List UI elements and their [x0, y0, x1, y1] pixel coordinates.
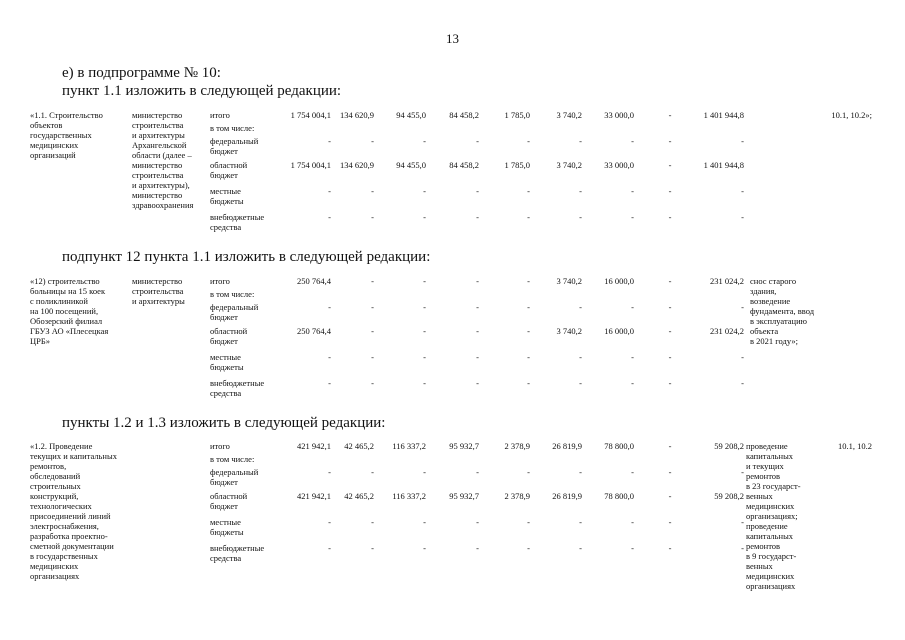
- table3-cell-2-8: -: [741, 467, 744, 477]
- table1-cell-3-8: 1 401 944,8: [703, 160, 744, 170]
- table3-cell-4-5: -: [579, 517, 582, 527]
- table1-cell-2-4: -: [527, 136, 530, 146]
- table1-cell-2-7: -: [668, 136, 672, 146]
- table2-cell-0-7: -: [668, 276, 672, 286]
- table3-cell-5-8: -: [741, 543, 744, 553]
- heading-subprogram: е) в подпрограмме № 10:: [62, 65, 221, 81]
- table1-cell-3-5: 3 740,2: [556, 160, 582, 170]
- table1-link: 10.1, 10.2»;: [831, 110, 872, 120]
- table3-cell-3-1: 42 465,2: [344, 491, 374, 501]
- table2-cell-5-4: -: [527, 378, 530, 388]
- table1-cell-4-6: -: [631, 186, 634, 196]
- table3-cell-5-3: -: [476, 543, 479, 553]
- table3-cell-2-6: -: [631, 467, 634, 477]
- table2-source-1: в том числе:: [210, 289, 255, 299]
- table2-cell-5-1: -: [371, 378, 374, 388]
- table2-cell-2-7: -: [668, 302, 672, 312]
- table2-cell-4-2: -: [423, 352, 426, 362]
- page-number: 13: [446, 31, 459, 46]
- table1-cell-4-1: -: [371, 186, 374, 196]
- table2-cell-0-1: -: [371, 276, 374, 286]
- table2-cell-3-1: -: [371, 326, 374, 336]
- table1-source-5: внебюджетные средства: [210, 212, 265, 232]
- table2-executor: министерство строительства и архитектуры: [132, 276, 185, 306]
- table2-cell-0-2: -: [423, 276, 426, 286]
- table3-cell-4-8: -: [741, 517, 744, 527]
- table1-cell-0-2: 94 455,0: [396, 110, 426, 120]
- table1-source-0: итого: [210, 110, 230, 120]
- table3-cell-3-4: 2 378,9: [504, 491, 530, 501]
- table1-cell-5-0: -: [328, 212, 331, 222]
- table1-cell-0-4: 1 785,0: [504, 110, 530, 120]
- table2-cell-4-5: -: [579, 352, 582, 362]
- table2-cell-2-5: -: [579, 302, 582, 312]
- table3-cell-3-6: 78 800,0: [604, 491, 634, 501]
- table2-cell-2-1: -: [371, 302, 374, 312]
- table2-source-0: итого: [210, 276, 230, 286]
- table2-cell-2-4: -: [527, 302, 530, 312]
- table3-event-name: «1.2. Проведение текущих и капитальных ремонтов, обследований строительных конструкций, технологических присоединений линий электроснабжения, разработка проектно- сметной документации в государственных медицинских организациях: [30, 441, 117, 581]
- table1-cell-3-4: 1 785,0: [504, 160, 530, 170]
- table1-cell-0-0: 1 754 004,1: [290, 110, 331, 120]
- table3-cell-5-1: -: [371, 543, 374, 553]
- table1-cell-0-6: 33 000,0: [604, 110, 634, 120]
- table1-cell-5-6: -: [631, 212, 634, 222]
- table2-cell-3-3: -: [476, 326, 479, 336]
- table2-source-2: федеральный бюджет: [210, 302, 259, 322]
- table1-cell-3-6: 33 000,0: [604, 160, 634, 170]
- table2-cell-2-3: -: [476, 302, 479, 312]
- heading-item-1-1: пункт 1.1 изложить в следующей редакции:: [62, 83, 342, 99]
- table3-cell-2-3: -: [476, 467, 479, 477]
- table2-cell-4-4: -: [527, 352, 530, 362]
- table3-cell-0-3: 95 932,7: [449, 441, 479, 451]
- table2-cell-2-6: -: [631, 302, 634, 312]
- table1-cell-3-2: 94 455,0: [396, 160, 426, 170]
- table1-cell-4-3: -: [476, 186, 479, 196]
- table2-cell-5-6: -: [631, 378, 634, 388]
- table1-cell-4-0: -: [328, 186, 331, 196]
- table2-cell-3-0: 250 764,4: [297, 326, 331, 336]
- table1-cell-2-8: -: [741, 136, 744, 146]
- table3-source-1: в том числе:: [210, 454, 255, 464]
- table2-cell-0-4: -: [527, 276, 530, 286]
- table3-result: проведение капитальных и текущих ремонтов в 23 государст- венных медицинских организациях; проведение капитальных ремонтов в 9 государст- венных медицинских организациях: [746, 441, 801, 591]
- table2-cell-5-2: -: [423, 378, 426, 388]
- table2-cell-3-7: -: [668, 326, 672, 336]
- table2-cell-5-7: -: [668, 378, 672, 388]
- table3-cell-2-7: -: [668, 467, 672, 477]
- table3-cell-4-7: -: [668, 517, 672, 527]
- table3-link: 10.1, 10.2: [838, 441, 872, 451]
- table2-cell-0-6: 16 000,0: [604, 276, 634, 286]
- table3-cell-3-3: 95 932,7: [449, 491, 479, 501]
- table2-result: снос старого здания, возведение фундамента, ввод в эксплуатацию объекта в 2021 году»;: [750, 276, 815, 346]
- table2-cell-5-0: -: [328, 378, 331, 388]
- table2-cell-3-6: 16 000,0: [604, 326, 634, 336]
- table3-source-4: местные бюджеты: [210, 517, 244, 537]
- table1-cell-5-7: -: [668, 212, 672, 222]
- table1-source-3: областной бюджет: [210, 160, 248, 180]
- table3-cell-4-1: -: [371, 517, 374, 527]
- table1-cell-0-8: 1 401 944,8: [703, 110, 744, 120]
- table1-cell-2-1: -: [371, 136, 374, 146]
- table3-cell-4-3: -: [476, 517, 479, 527]
- table3-cell-3-2: 116 337,2: [392, 491, 426, 501]
- table1-cell-4-7: -: [668, 186, 672, 196]
- table3-cell-0-2: 116 337,2: [392, 441, 426, 451]
- table2-cell-4-8: -: [741, 352, 744, 362]
- table1-cell-4-8: -: [741, 186, 744, 196]
- table3-cell-5-6: -: [631, 543, 634, 553]
- table1-cell-5-3: -: [476, 212, 479, 222]
- table3-cell-0-0: 421 942,1: [297, 441, 331, 451]
- table3-cell-5-4: -: [527, 543, 530, 553]
- table3-cell-2-2: -: [423, 467, 426, 477]
- table3-cell-4-4: -: [527, 517, 530, 527]
- table3-source-2: федеральный бюджет: [210, 467, 259, 487]
- table2-cell-4-7: -: [668, 352, 672, 362]
- table3-cell-3-8: 59 208,2: [714, 491, 744, 501]
- table3-cell-5-5: -: [579, 543, 582, 553]
- table1-cell-0-1: 134 620,9: [340, 110, 374, 120]
- table3-cell-3-5: 26 819,9: [552, 491, 582, 501]
- table1-cell-2-5: -: [579, 136, 582, 146]
- table3-cell-3-0: 421 942,1: [297, 491, 331, 501]
- heading-items-1-2-1-3: пункты 1.2 и 1.3 изложить в следующей редакции:: [62, 415, 386, 431]
- table1-source-2: федеральный бюджет: [210, 136, 259, 156]
- table2-source-5: внебюджетные средства: [210, 378, 265, 398]
- table3-cell-0-5: 26 819,9: [552, 441, 582, 451]
- table2-cell-2-2: -: [423, 302, 426, 312]
- table1-cell-5-8: -: [741, 212, 744, 222]
- table2-source-4: местные бюджеты: [210, 352, 244, 372]
- table1-cell-5-1: -: [371, 212, 374, 222]
- table1-cell-3-7: -: [668, 160, 672, 170]
- table2-cell-5-3: -: [476, 378, 479, 388]
- table3-cell-0-4: 2 378,9: [504, 441, 530, 451]
- table1-cell-3-3: 84 458,2: [449, 160, 479, 170]
- table3-source-0: итого: [210, 441, 230, 451]
- table2-cell-0-5: 3 740,2: [556, 276, 582, 286]
- table1-cell-4-2: -: [423, 186, 426, 196]
- table2-cell-3-5: 3 740,2: [556, 326, 582, 336]
- table1-cell-5-2: -: [423, 212, 426, 222]
- table3-cell-0-6: 78 800,0: [604, 441, 634, 451]
- table2-cell-5-5: -: [579, 378, 582, 388]
- table1-cell-2-0: -: [328, 136, 331, 146]
- table1-cell-4-5: -: [579, 186, 582, 196]
- table2-cell-3-2: -: [423, 326, 426, 336]
- table3-cell-0-7: -: [668, 441, 672, 451]
- table3-cell-5-7: -: [668, 543, 672, 553]
- table1-cell-0-5: 3 740,2: [556, 110, 582, 120]
- table3-cell-2-1: -: [371, 467, 374, 477]
- table2-cell-3-4: -: [527, 326, 530, 336]
- table2-cell-0-8: 231 024,2: [710, 276, 744, 286]
- table2-cell-4-1: -: [371, 352, 374, 362]
- table1-executor: министерство строительства и архитектуры Архангельской области (далее – министерство строительства и архитектуры), министерство здравоохранения: [132, 110, 194, 210]
- table3-cell-2-5: -: [579, 467, 582, 477]
- table1-cell-3-1: 134 620,9: [340, 160, 374, 170]
- table2-cell-2-0: -: [328, 302, 331, 312]
- table1-source-4: местные бюджеты: [210, 186, 244, 206]
- table2-source-3: областной бюджет: [210, 326, 248, 346]
- table3-cell-5-0: -: [328, 543, 331, 553]
- table2-cell-5-8: -: [741, 378, 744, 388]
- heading-subitem-12: подпункт 12 пункта 1.1 изложить в следующей редакции:: [62, 249, 431, 265]
- table3-cell-2-4: -: [527, 467, 530, 477]
- table1-cell-0-3: 84 458,2: [449, 110, 479, 120]
- table1-cell-0-7: -: [668, 110, 672, 120]
- table2-cell-0-0: 250 764,4: [297, 276, 331, 286]
- table1-cell-2-3: -: [476, 136, 479, 146]
- table2-cell-0-3: -: [476, 276, 479, 286]
- table2-event-name: «12) строительство больницы на 15 коек с поликлиникой на 100 посещений, Обозерский филиал ГБУЗ АО «Плесецкая ЦРБ»: [30, 276, 109, 346]
- table3-cell-0-8: 59 208,2: [714, 441, 744, 451]
- table3-cell-4-0: -: [328, 517, 331, 527]
- table1-cell-3-0: 1 754 004,1: [290, 160, 331, 170]
- table1-cell-2-6: -: [631, 136, 634, 146]
- table3-cell-4-6: -: [631, 517, 634, 527]
- table1-source-1: в том числе:: [210, 123, 255, 133]
- table1-cell-5-4: -: [527, 212, 530, 222]
- table3-source-5: внебюджетные средства: [210, 543, 265, 563]
- table2-cell-4-0: -: [328, 352, 331, 362]
- table3-cell-5-2: -: [423, 543, 426, 553]
- table2-cell-4-6: -: [631, 352, 634, 362]
- table1-cell-2-2: -: [423, 136, 426, 146]
- table3-cell-3-7: -: [668, 491, 672, 501]
- table2-cell-2-8: -: [741, 302, 744, 312]
- table2-cell-3-8: 231 024,2: [710, 326, 744, 336]
- table3-cell-4-2: -: [423, 517, 426, 527]
- table1-event-name: «1.1. Строительство объектов государственных медицинских организаций: [30, 110, 103, 160]
- table1-cell-5-5: -: [579, 212, 582, 222]
- table2-cell-4-3: -: [476, 352, 479, 362]
- table3-source-3: областной бюджет: [210, 491, 248, 511]
- table3-cell-2-0: -: [328, 467, 331, 477]
- table1-cell-4-4: -: [527, 186, 530, 196]
- table3-cell-0-1: 42 465,2: [344, 441, 374, 451]
